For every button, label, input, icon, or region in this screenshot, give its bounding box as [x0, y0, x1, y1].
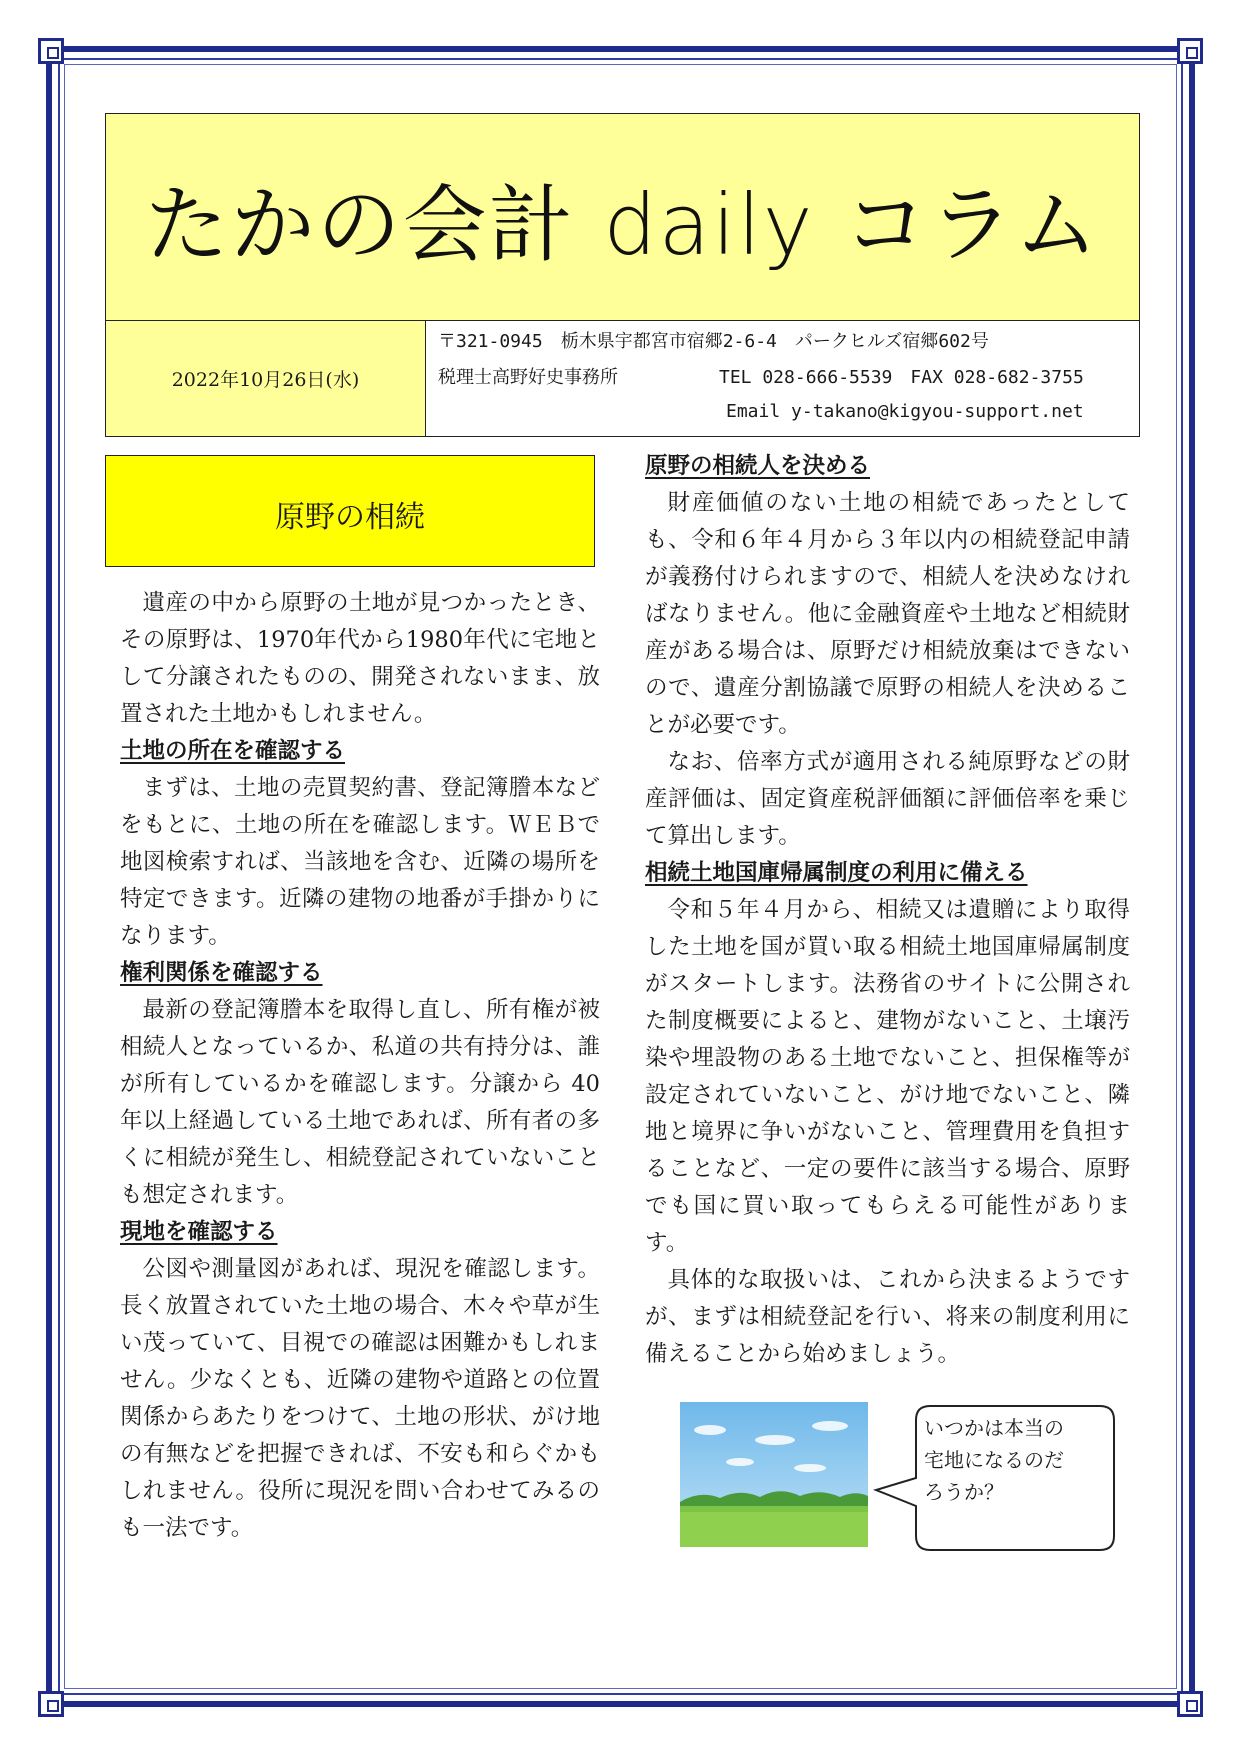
frame-corner-top-right: [1177, 38, 1203, 64]
speech-bubble-text: [924, 1412, 1104, 1508]
intro-paragraph: 遺産の中から原野の土地が見つかったとき、その原野は、1970年代から1980年代に宅地として分譲されたものの、開発されないまま、放置された土地かもしれません。: [120, 590, 600, 727]
newsletter-title: たかの会計 daily コラム: [144, 176, 1101, 274]
bubble-line: 宅地になるのだ: [924, 1448, 1064, 1472]
grassland-image: [680, 1402, 868, 1547]
section-paragraph: 公図や測量図があれば、現況を確認します。長く放置されていた土地の場合、木々や草が生い茂っていて、目視での確認は困難かもしれません。少なくとも、近隣の建物や道路との位置関係からあたりをつけて、土地の形状、がけ地の有無などを把握できれば、不安も和らぐかもしれません。役所に現況を問い合わせてみるのも一法です。: [120, 1256, 600, 1541]
section-paragraph: 最新の登記簿謄本を取得し直し、所有権が被相続人となっているか、私道の共有持分は、誰が所有しているかを確認します。分譲から 40 年以上経過している土地であれば、所有者の多くに相続が発生し、相続登記されていないことも想定されます。: [120, 997, 600, 1208]
article-heading-box: [105, 455, 595, 567]
contact-cell: [426, 321, 1139, 436]
date-cell: [106, 321, 426, 436]
newsletter-header: [105, 113, 1140, 437]
section-paragraph: 具体的な取扱いは、これから決まるようですが、まずは相続登記を行い、将来の制度利用に備えることから始めましょう。: [645, 1267, 1130, 1367]
left-column: [120, 585, 600, 1547]
right-column: [645, 448, 1130, 1373]
section-paragraph: なお、倍率方式が適用される純原野などの財産評価は、固定資産税評価額に評価倍率を乗じて算出します。: [645, 749, 1130, 849]
office-phone-fax: TEL 028-666-5539 FAX 028-682-3755: [719, 367, 1084, 388]
grassland-illustration: [680, 1402, 868, 1547]
bubble-line: いつかは本当の: [924, 1416, 1064, 1440]
issue-date: 2022年10月26日(水): [171, 369, 360, 391]
section-title: 土地の所在を確認する: [120, 738, 346, 764]
section-title: 権利関係を確認する: [120, 960, 323, 986]
speech-bubble: [872, 1398, 1122, 1563]
section-title: 現地を確認する: [120, 1219, 278, 1245]
office-email: Email y-takano@kigyou-support.net: [726, 401, 1084, 422]
section-paragraph: 令和５年４月から、相続又は遺贈により取得した土地を国が買い取る相続土地国庫帰属制度がスタートします。法務省のサイトに公開された制度概要によると、建物がないこと、土壌汚染や埋設物のある土地でないこと、担保権等が設定されていないこと、がけ地でないこと、隣地と境界に争いがないこと、管理費用を負担することなど、一定の要件に該当する場合、原野でも国に買い取ってもらえる可能性があります。: [645, 897, 1130, 1256]
frame-corner-top-left: [38, 38, 64, 64]
bubble-line: ろうか？: [924, 1480, 1004, 1504]
office-address: 〒321-0945 栃木県宇都宮市宿郷2-6-4 パークヒルズ宿郷602号: [438, 331, 989, 352]
office-name: 税理士高野好史事務所: [438, 367, 618, 388]
section-paragraph: 財産価値のない土地の相続であったとしても、令和６年４月から３年以内の相続登記申請が義務付けられますので、相続人を決めなければなりません。他に金融資産や土地など相続財産がある場合は、原野だけ相続放棄はできないので、遺産分割協議で原野の相続人を決めることが必要です。: [645, 490, 1130, 738]
frame-corner-bottom-right: [1177, 1691, 1203, 1717]
frame-corner-bottom-left: [38, 1691, 64, 1717]
section-title: 原野の相続人を決める: [645, 453, 871, 479]
title-box: [106, 114, 1139, 321]
section-paragraph: まずは、土地の売買契約書、登記簿謄本などをもとに、土地の所在を確認します。ＷＥＢで地図検索すれば、当該地を含む、近隣の場所を特定できます。近隣の建物の地番が手掛かりになります。: [120, 775, 600, 949]
section-title: 相続土地国庫帰属制度の利用に備える: [645, 860, 1028, 886]
article-heading: 原野の相続: [275, 500, 425, 535]
